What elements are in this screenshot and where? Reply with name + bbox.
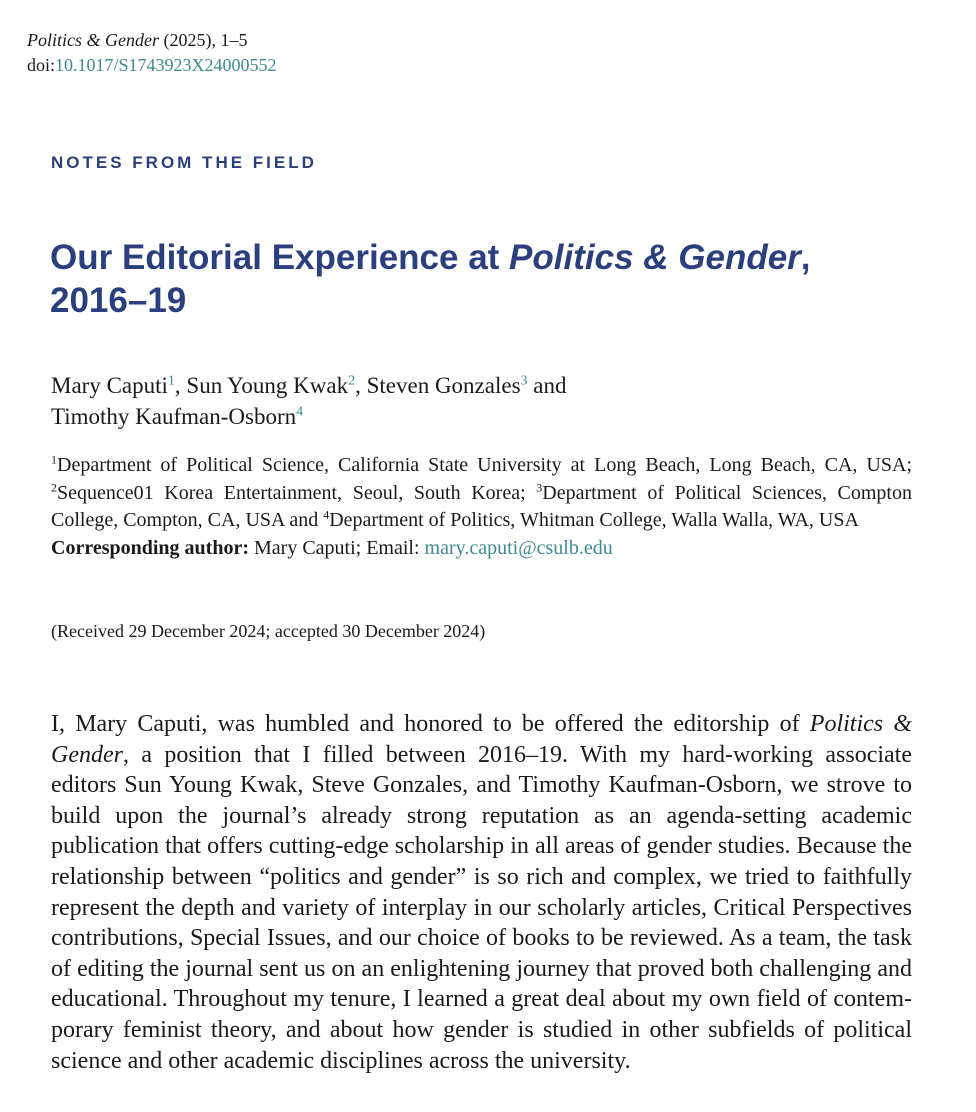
- author-list: [51, 370, 567, 432]
- affiliations: [51, 452, 912, 535]
- citation-year-pages: (2025), 1–5: [158, 30, 248, 50]
- author-separator: ,: [174, 373, 187, 398]
- author-separator: and: [527, 373, 567, 398]
- affiliation-marker[interactable]: 4: [296, 404, 304, 420]
- corresponding-author: [51, 535, 912, 563]
- affiliations-block: [51, 452, 912, 562]
- doi-link[interactable]: 10.1017/S1743923X24000552: [55, 55, 277, 75]
- author-separator: ,: [355, 373, 367, 398]
- body-paragraph: [51, 709, 912, 1076]
- body-text-segment: , a position that I filled between 2016–19. With my hard-working associate editors Sun Young Kwak, Steve Gonzales, and Timothy Kaufman-Osborn, we strove to build upon the journal’s already strong reputation as an agenda-setting academic publication that offers cutting-edge scholarship in all areas of gender studies. Because the relationship between “politics and gender” is so rich and complex, we tried to faithfully represent the depth and variety of interplay in our scholarly articles, Critical Perspectives contributions, Special Issues, and our choice of books to be reviewed. As a team, the task of editing the journal sent us on an enlightening journey that proved both challenging and educational. Throughout my tenure, I learned a great deal about my own field of contemporary feminist theory, and about how gender is studied in other subfields of political science and other academic disciplines across the university.: [51, 741, 912, 1074]
- author-name: Sun Young Kwak: [186, 373, 349, 398]
- title-journal-italic: Politics & Gender: [509, 238, 801, 277]
- affiliation-number: 4: [323, 507, 330, 522]
- affiliation-text: Sequence01 Korea Entertainment, Seoul, South Korea;: [57, 481, 537, 504]
- doi-label: doi:: [27, 55, 56, 75]
- title-line2: 2016–19: [50, 281, 187, 320]
- journal-name: Politics & Gender: [27, 30, 159, 50]
- article-title: [50, 236, 930, 322]
- doi-line: [27, 53, 277, 78]
- affiliation-number: 1: [51, 452, 57, 467]
- article-meta: [27, 28, 277, 78]
- author-name: Timothy Kaufman-Osborn: [51, 404, 297, 429]
- affiliation-marker[interactable]: 1: [167, 373, 175, 389]
- received-dates: (Received 29 December 2024; accepted 30 December 2024): [51, 621, 486, 641]
- corresponding-label: Corresponding author:: [51, 536, 249, 559]
- article-body: [51, 709, 912, 1112]
- body-journal-italic: Politics & Gender: [51, 711, 912, 768]
- email-link[interactable]: mary.caputi@csulb.edu: [424, 536, 613, 559]
- affiliation-number: 3: [536, 479, 543, 494]
- author-name: Steven Gonzales: [366, 373, 521, 398]
- title-part2: ,: [800, 238, 811, 277]
- affiliation-text: Department of Political Sciences, Compton College, Compton, CA, USA and: [51, 481, 912, 531]
- affiliation-marker[interactable]: 2: [348, 373, 356, 389]
- affiliation-number: 2: [51, 479, 57, 494]
- affiliation-text: Department of Politics, Whitman College, Walla Walla, WA, USA: [329, 509, 859, 531]
- affiliation-text: Department of Political Science, California State University at Long Beach, Long Beach, CA, USA;: [57, 454, 912, 476]
- corresponding-text: Mary Caputi; Email:: [249, 536, 425, 559]
- affiliation-marker[interactable]: 3: [520, 373, 528, 389]
- author-name: Mary Caputi: [51, 373, 168, 398]
- title-part1: Our Editorial Experience at: [50, 238, 510, 277]
- body-text-segment: I, Mary Caputi, was humbled and honored to be offered the editorship of: [51, 711, 810, 737]
- journal-citation: [27, 28, 277, 53]
- section-label: NOTES FROM THE FIELD: [51, 153, 317, 172]
